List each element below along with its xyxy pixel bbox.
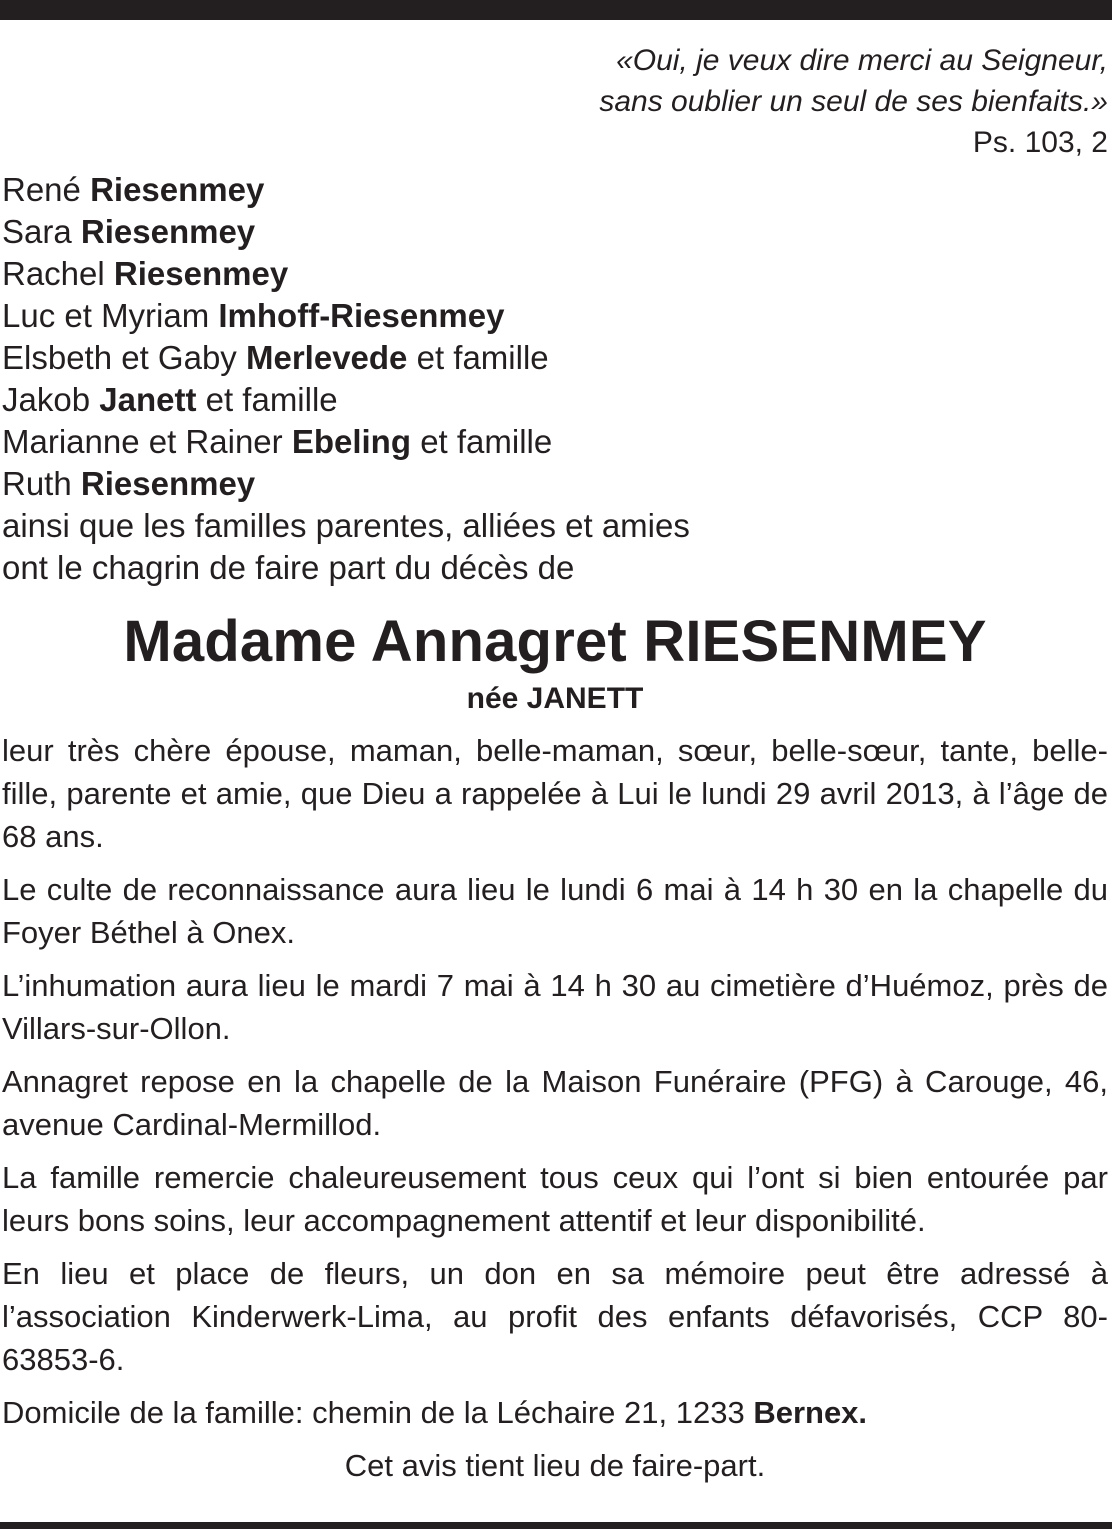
intro-line: ont le chagrin de faire part du décès de [2,549,575,586]
paragraph-burial: L’inhumation aura lieu le mardi 7 mai à 14 h 30 au cimetière d’Huémoz, près de Villars-sur-Ollon. [2,968,1108,1046]
epigraph-line-1: «Oui, je veux dire merci au Seigneur, [616,44,1108,77]
mourner-surname: Riesenmey [90,171,265,208]
mourner-given: Marianne et Rainer [2,423,283,460]
mourner-row [2,169,1108,211]
mourner-given: Luc et Myriam [2,297,210,334]
paragraph-relationship: leur très chère épouse, maman, belle-maman, sœur, belle-sœur, tante, belle-fille, parente et amie, que Dieu a rappelée à Lui le lundi 29 avril 2013, à l’âge de 68 ans. [2,733,1108,854]
paragraph-service: Le culte de reconnaissance aura lieu le lundi 6 mai à 14 h 30 en la chapelle du Foyer Béthel à Onex. [2,872,1108,950]
mourner-row [2,337,1108,379]
mourner-given: René [2,171,81,208]
epigraph [2,40,1108,163]
paragraph-thanks: La famille remercie chaleureusement tous ceux qui l’ont si bien entourée par leurs bons soins, leur accompagnement attentif et leur disponibilité. [2,1160,1108,1238]
mourner-row [2,421,1108,463]
domicile-city: Bernex. [753,1395,868,1430]
mourner-row [2,463,1108,505]
mourner-surname: Riesenmey [113,255,289,292]
mourner-given: Ruth [2,465,72,502]
mourners-list [2,169,1108,589]
mourner-row [2,379,1108,421]
mourner-suffix: et famille [416,339,549,376]
maiden-name: née JANETT [466,682,644,715]
paragraph-donation: En lieu et place de fleurs, un don en sa mémoire peut être adressé à l’association Kinderwerk-Lima, au profit des enfants défavorisés, CCP 80-63853-6. [2,1256,1108,1377]
mourner-row [2,211,1108,253]
mourner-given: Sara [2,213,72,250]
mourner-surname: Janett [99,381,197,418]
closing-note: Cet avis tient lieu de faire-part. [344,1448,766,1483]
mourner-suffix: et famille [205,381,338,418]
mourner-given: Elsbeth et Gaby [2,339,237,376]
epigraph-reference: Ps. 103, 2 [972,126,1108,159]
mourner-surname: Riesenmey [80,213,256,250]
paragraph-repose: Annagret repose en la chapelle de la Maison Funéraire (PFG) à Carouge, 46, avenue Cardinal-Mermillod. [2,1064,1108,1142]
mourner-row [2,295,1108,337]
domicile-address: Domicile de la famille: chemin de la Léchaire 21, 1233 [2,1395,745,1430]
obituary-notice [2,40,1108,1487]
bottom-rule [0,1522,1112,1529]
mourner-surname: Ebeling [291,423,412,460]
mourner-given: Jakob [2,381,91,418]
top-rule [0,0,1112,20]
mourner-surname: Merlevede [245,339,408,376]
mourner-surname: Imhoff-Riesenmey [218,297,505,334]
intro-line: ainsi que les familles parentes, alliées et amies [2,507,690,544]
mourner-given: Rachel [2,255,105,292]
epigraph-line-2: sans oublier un seul de ses bienfaits.» [599,85,1108,118]
paragraph-domicile [2,1391,1108,1434]
deceased-name: Madame Annagret RIESENMEY [123,609,987,674]
mourner-surname: Riesenmey [80,465,256,502]
mourner-row [2,253,1108,295]
mourner-suffix: et famille [420,423,553,460]
